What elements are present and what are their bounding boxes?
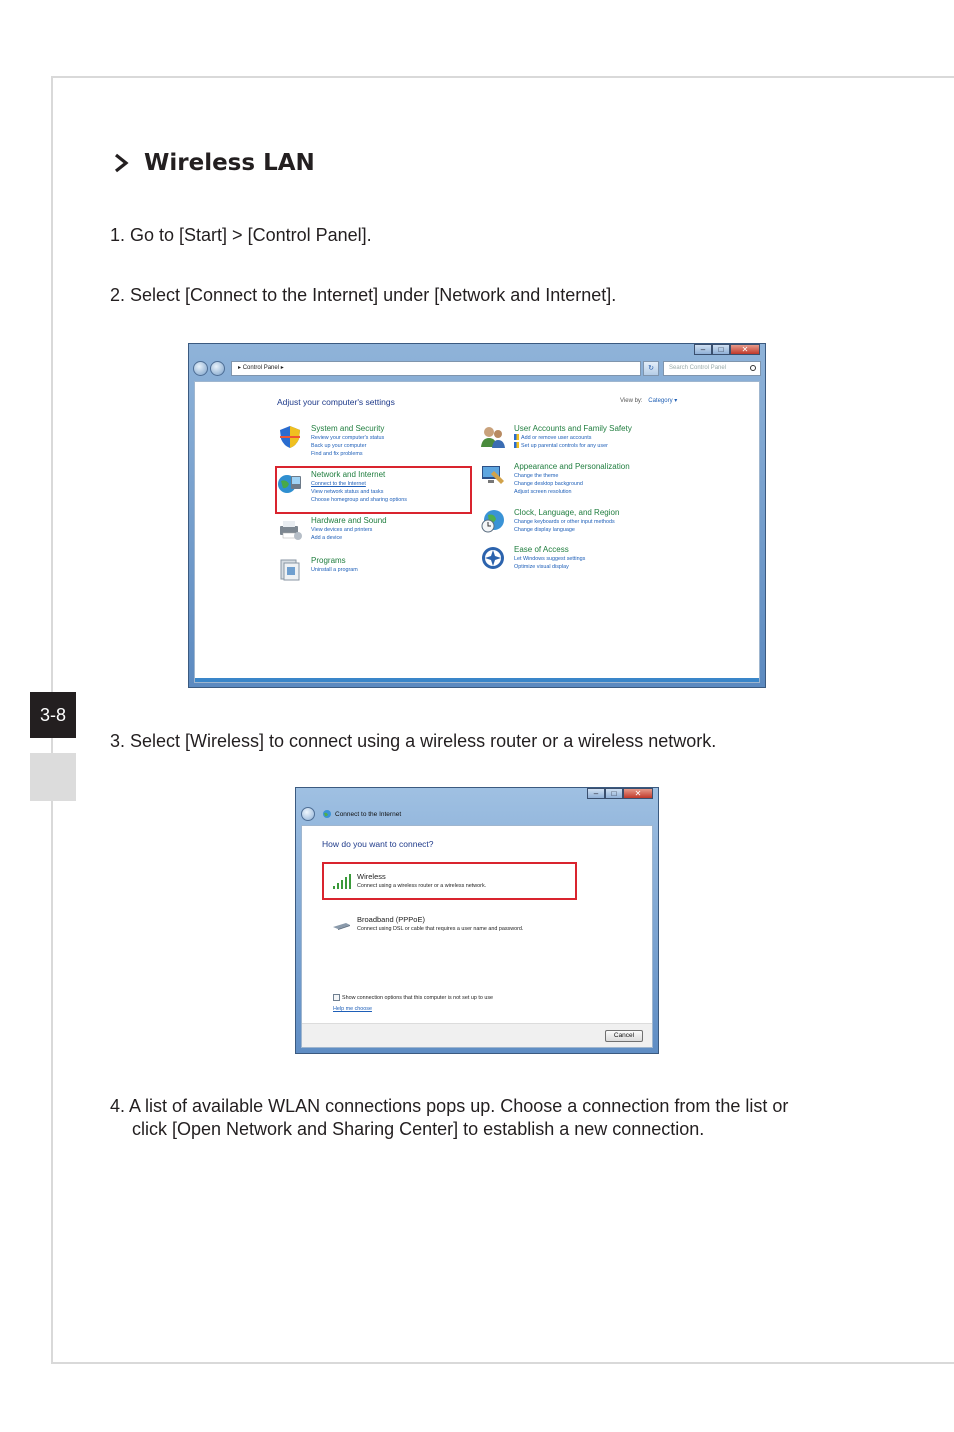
breadcrumb-control-panel[interactable]: Control Panel (242, 365, 280, 371)
page-number: 3-8 (39, 704, 66, 725)
back-button[interactable] (301, 807, 315, 821)
view-by-dropdown[interactable]: Category ▾ (648, 398, 678, 404)
search-placeholder: Search Control Panel (669, 365, 727, 371)
printer-icon (277, 516, 303, 542)
link-network-status[interactable]: View network status and tasks (311, 489, 384, 495)
window-controls (587, 788, 653, 799)
programs-icon (277, 556, 303, 582)
broadband-cable-icon (332, 917, 352, 933)
category-title-ease[interactable]: Ease of Access (514, 545, 569, 554)
category-system-security (277, 424, 384, 458)
view-by (620, 397, 677, 404)
step-4-text (110, 1095, 890, 1141)
category-title-programs[interactable]: Programs (311, 556, 346, 565)
dialog-titlebar (301, 807, 401, 821)
uac-shield-icon (514, 442, 519, 448)
link-change-theme[interactable]: Change the theme (514, 473, 559, 479)
cancel-button[interactable]: Cancel (605, 1030, 643, 1042)
category-title-clock[interactable]: Clock, Language, and Region (514, 508, 620, 517)
link-change-keyboards[interactable]: Change keyboards or other input methods (514, 519, 615, 525)
maximize-button[interactable]: □ (712, 344, 730, 355)
category-user-accounts (480, 424, 632, 450)
link-suggest-settings[interactable]: Let Windows suggest settings (514, 556, 586, 562)
back-button[interactable] (193, 361, 208, 376)
category-hardware-sound (277, 516, 387, 542)
category-title-system[interactable]: System and Security (311, 424, 385, 433)
option-wireless-description: Connect using a wireless router or a wireless network. (357, 883, 487, 889)
link-add-remove-users[interactable] (514, 434, 632, 442)
shield-icon (277, 424, 303, 450)
dialog-question: How do you want to connect? (322, 839, 434, 849)
link-devices-printers[interactable]: View devices and printers (311, 527, 373, 533)
option-broadband-description: Connect using DSL or cable that requires a user name and password. (357, 926, 524, 932)
search-icon (750, 365, 756, 371)
link-connect-internet[interactable]: Connect to the Internet (311, 481, 366, 487)
control-panel-window (188, 343, 766, 688)
option-broadband[interactable] (332, 915, 523, 933)
side-marker (30, 753, 76, 801)
page-number-tab (30, 692, 76, 738)
refresh-icon[interactable]: ↻ (643, 361, 659, 376)
link-add-remove-users-label: Add or remove user accounts (521, 435, 592, 441)
help-me-choose-link[interactable]: Help me choose (333, 1006, 372, 1012)
link-add-device[interactable]: Add a device (311, 535, 343, 541)
control-panel-content (194, 381, 760, 683)
show-options-row (333, 994, 493, 1001)
option-broadband-title: Broadband (PPPoE) (357, 915, 425, 924)
show-options-label: Show connection options that this computer is not set up to use (342, 994, 494, 1001)
link-display-language[interactable]: Change display language (514, 527, 575, 533)
link-back-up[interactable]: Back up your computer (311, 443, 367, 449)
close-button[interactable]: ✕ (730, 344, 760, 355)
show-options-checkbox[interactable] (333, 994, 340, 1001)
wireless-highlight-box (322, 862, 577, 900)
section-heading (110, 150, 315, 176)
link-uninstall[interactable]: Uninstall a program (311, 567, 358, 573)
section-title: Wireless LAN (144, 150, 315, 176)
forward-button[interactable] (210, 361, 225, 376)
maximize-button[interactable]: □ (605, 788, 623, 799)
category-title-network[interactable]: Network and Internet (311, 470, 386, 479)
address-field[interactable]: ▸ Control Panel ▸ (231, 361, 641, 376)
connect-internet-window (295, 787, 659, 1054)
link-desktop-background[interactable]: Change desktop background (514, 481, 583, 487)
page-frame-bottom (51, 1362, 954, 1364)
category-title-appearance[interactable]: Appearance and Personalization (514, 462, 630, 471)
control-panel-heading: Adjust your computer's settings (277, 397, 395, 407)
category-title-users[interactable]: User Accounts and Family Safety (514, 424, 632, 433)
link-find-fix[interactable]: Find and fix problems (311, 451, 363, 457)
link-parental-controls[interactable] (514, 442, 632, 450)
window-controls (694, 344, 760, 355)
category-appearance (480, 462, 630, 496)
option-wireless-title: Wireless (357, 872, 386, 881)
search-input[interactable] (663, 361, 761, 376)
uac-shield-icon (514, 434, 519, 440)
category-clock-region (480, 508, 619, 534)
category-ease-of-access (480, 545, 585, 571)
step-1-text: 1. Go to [Start] > [Control Panel]. (110, 225, 372, 245)
minimize-button[interactable]: – (694, 344, 712, 355)
network-highlight-box (275, 466, 472, 514)
link-screen-resolution[interactable]: Adjust screen resolution (514, 489, 572, 495)
step-4-line-1: 4. A list of available WLAN connections pops up. Choose a connection from the list or (110, 1096, 789, 1116)
category-title-hardware[interactable]: Hardware and Sound (311, 516, 387, 525)
dialog-footer (302, 1023, 652, 1047)
clock-globe-icon (480, 508, 506, 534)
chevron-right-icon (110, 152, 132, 174)
view-by-label: View by: (620, 398, 643, 404)
users-icon (480, 424, 506, 450)
dialog-title: Connect to the Internet (335, 810, 402, 818)
window-bottom-edge (195, 678, 759, 682)
link-review-status[interactable]: Review your computer's status (311, 435, 385, 441)
page-frame-top (51, 76, 954, 78)
dialog-content (301, 825, 653, 1048)
network-icon (322, 809, 332, 819)
step-2-text: 2. Select [Connect to the Internet] under [Network and Internet]. (110, 285, 617, 305)
ease-of-access-icon (480, 545, 506, 571)
address-bar (193, 360, 761, 377)
view-by-value: Category (648, 398, 673, 404)
appearance-icon (480, 462, 506, 488)
link-homegroup[interactable]: Choose homegroup and sharing options (311, 497, 407, 503)
category-programs (277, 556, 358, 582)
link-parental-controls-label: Set up parental controls for any user (521, 443, 608, 449)
step-3-text: 3. Select [Wireless] to connect using a wireless router or a wireless network. (110, 731, 717, 751)
step-4-line-2: click [Open Network and Sharing Center] to establish a new connection. (132, 1119, 705, 1139)
close-button[interactable]: ✕ (623, 788, 653, 799)
minimize-button[interactable]: – (587, 788, 605, 799)
link-optimize-visual[interactable]: Optimize visual display (514, 564, 569, 570)
